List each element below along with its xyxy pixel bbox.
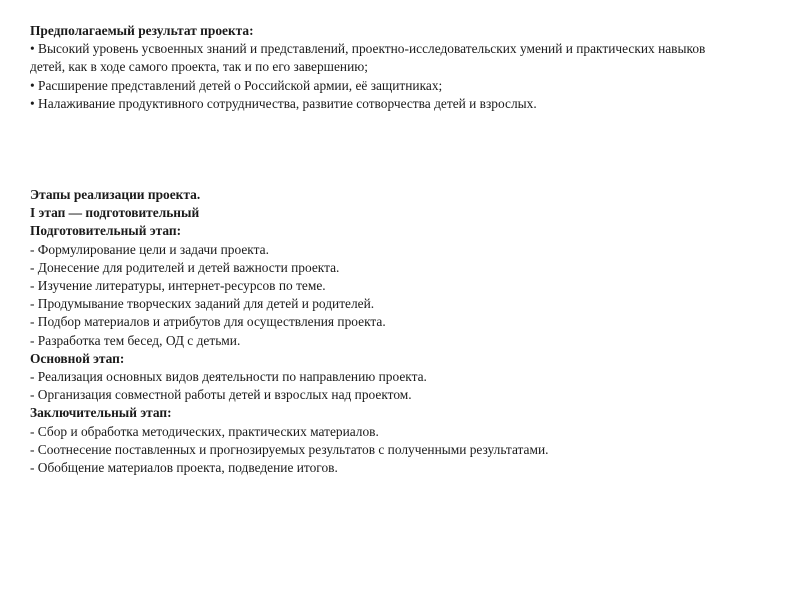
- stages-section: [30, 186, 730, 477]
- expected-result-heading: Предполагаемый результат проекта:: [30, 23, 254, 38]
- stages-heading: Этапы реализации проекта.: [30, 187, 201, 202]
- preparatory-item: - Продумывание творческих заданий для детей и родителей.: [30, 296, 375, 312]
- final-stage-title: Заключительный этап:: [30, 405, 172, 421]
- result-item: • Высокий уровень усвоенных знаний и представлений, проектно-исследовательских умений и практических навыков детей, как в ходе самого проекта, так и по его завершению;: [30, 41, 706, 75]
- result-item: • Налаживание продуктивного сотрудничества, развитие сотворчества детей и взрослых.: [30, 95, 537, 111]
- main-stage-item: - Организация совместной работы детей и взрослых над проектом.: [30, 387, 412, 403]
- preparatory-item: - Подбор материалов и атрибутов для осуществления проекта.: [30, 314, 386, 330]
- main-stage-item: - Реализация основных видов деятельности по направлению проекта.: [30, 369, 427, 385]
- preparatory-item: - Изучение литературы, интернет-ресурсов по теме.: [30, 278, 326, 294]
- preparatory-item: - Разработка тем бесед, ОД с детьми.: [30, 332, 241, 348]
- expected-result-section: [30, 22, 730, 113]
- final-stage-item: - Обобщение материалов проекта, подведение итогов.: [30, 460, 338, 476]
- preparatory-item: - Формулирование цели и задачи проекта.: [30, 241, 269, 257]
- final-stage-item: - Сбор и обработка методических, практических материалов.: [30, 423, 379, 439]
- preparatory-stage-title: Подготовительный этап:: [30, 223, 182, 239]
- stage-one-title: I этап — подготовительный: [30, 205, 200, 221]
- result-item: • Расширение представлений детей о Российской армии, её защитниках;: [30, 77, 443, 93]
- main-stage-title: Основной этап:: [30, 350, 125, 366]
- preparatory-item: - Донесение для родителей и детей важности проекта.: [30, 259, 340, 275]
- final-stage-item: - Соотнесение поставленных и прогнозируемых результатов с полученными результатами.: [30, 441, 549, 457]
